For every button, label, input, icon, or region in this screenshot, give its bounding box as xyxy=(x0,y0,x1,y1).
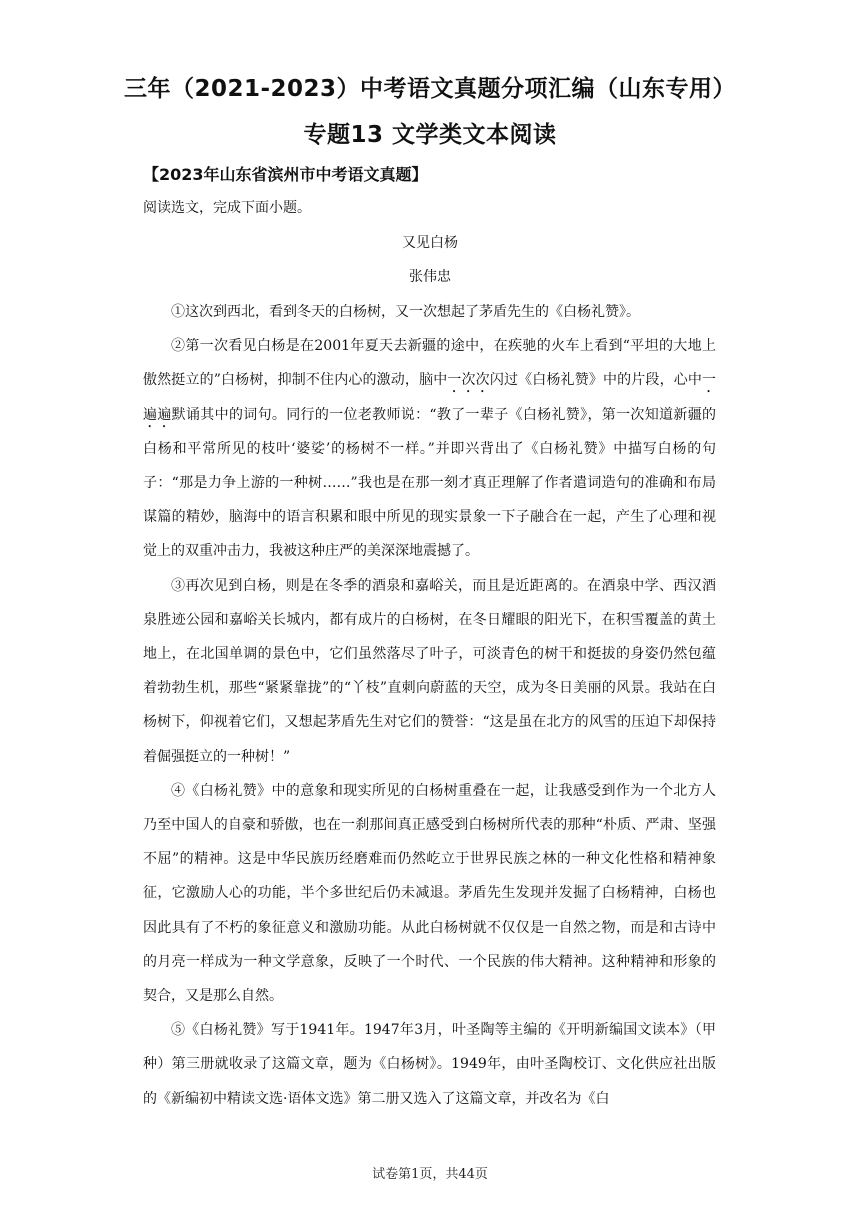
passage-title: 又见白杨 xyxy=(402,235,458,251)
paragraph-5: ⑤《白杨礼赞》写于1941年。1947年3月，叶圣陶等主编的《开明新编国文读本》（甲种）第三册就收录了这篇文章，题为《白杨树》。1949年，由叶圣陶校订、文化供应社出版的《新编初中精读文选·语体文选》第二册又选入了这篇文章，并改名为《白 xyxy=(143,1022,716,1107)
document-subtitle: 专题13 文学类文本阅读 xyxy=(303,122,557,148)
paragraph-2: ②第一次看见白杨是在2001年夏天去新疆的途中，在疾驰的火车上看到“平坦的大地上傲然挺立的”白杨树，抑制不住内心的激动，脑中一次次闪过《白杨礼赞》中的片段，心中一遍遍默诵其中的词句。同行的一位老教师说：“教了一辈子《白杨礼赞》，第一次知道新疆的白杨和平常所见的枝叶‘婆娑’的杨树不一样。”并即兴背出了《白杨礼赞》中描写白杨的句子：“那是力争上游的一种树……”我也是在那一刻才真正理解了作者遣词造句的准确和布局谋篇的精妙，脑海中的语言积累和眼中所见的现实景象一下子融合在一起，产生了心理和视觉上的双重冲击力，我被这种庄严的美深深地震撼了。 xyxy=(143,338,717,560)
emphasized-word: 一次次 xyxy=(447,372,490,389)
paragraph-3: ③再次见到白杨，则是在冬季的酒泉和嘉峪关，而且是近距离的。在酒泉中学、西汉酒泉胜迹公园和嘉峪关长城内，都有成片的白杨树，在冬日耀眼的阳光下，在积雪覆盖的黄土地上，在北国单调的景色中，它们虽然落尽了叶子，可淡青色的树干和挺拔的身姿仍然包蕴着勃勃生机，那些“紧紧靠拢”的“丫枝”直刺向蔚蓝的天空，成为冬日美丽的风景。我站在白杨树下，仰视着它们，又想起茅盾先生对它们的赞誉：“这是虽在北方的风雪的压迫下却保持着倔强挺立的一种树！” xyxy=(143,577,716,765)
passage-author: 张伟忠 xyxy=(409,269,451,285)
page-number: 试卷第1页，共44页 xyxy=(372,1167,488,1182)
passage-body xyxy=(143,295,716,1116)
question-instruction: 阅读选文，完成下面小题。 xyxy=(143,200,311,216)
exam-source-heading: 【2023年山东省滨州市中考语文真题】 xyxy=(143,165,428,184)
emphasized-word: 一遍遍 xyxy=(143,372,717,423)
document-title: 三年（2021-2023）中考语文真题分项汇编（山东专用） xyxy=(123,76,737,102)
paragraph-4: ④《白杨礼赞》中的意象和现实所见的白杨树重叠在一起，让我感受到作为一个北方人乃至中国人的自豪和骄傲，也在一刹那间真正感受到白杨树所代表的那种“朴质、严肃、坚强不屈”的精神。这是中华民族历经磨难而仍然屹立于世界民族之林的一种文化性格和精神象征，它激励人心的功能，半个多世纪后仍未减退。茅盾先生发现并发掘了白杨精神，白杨也因此具有了不朽的象征意义和激励功能。从此白杨树就不仅仅是一自然之物，而是和古诗中的月亮一样成为一种文学意象，反映了一个时代、一个民族的伟大精神。这种精神和形象的契合，又是那么自然。 xyxy=(143,782,716,1005)
paragraph-1: ①这次到西北，看到冬天的白杨树，又一次想起了茅盾先生的《白杨礼赞》。 xyxy=(171,304,640,320)
